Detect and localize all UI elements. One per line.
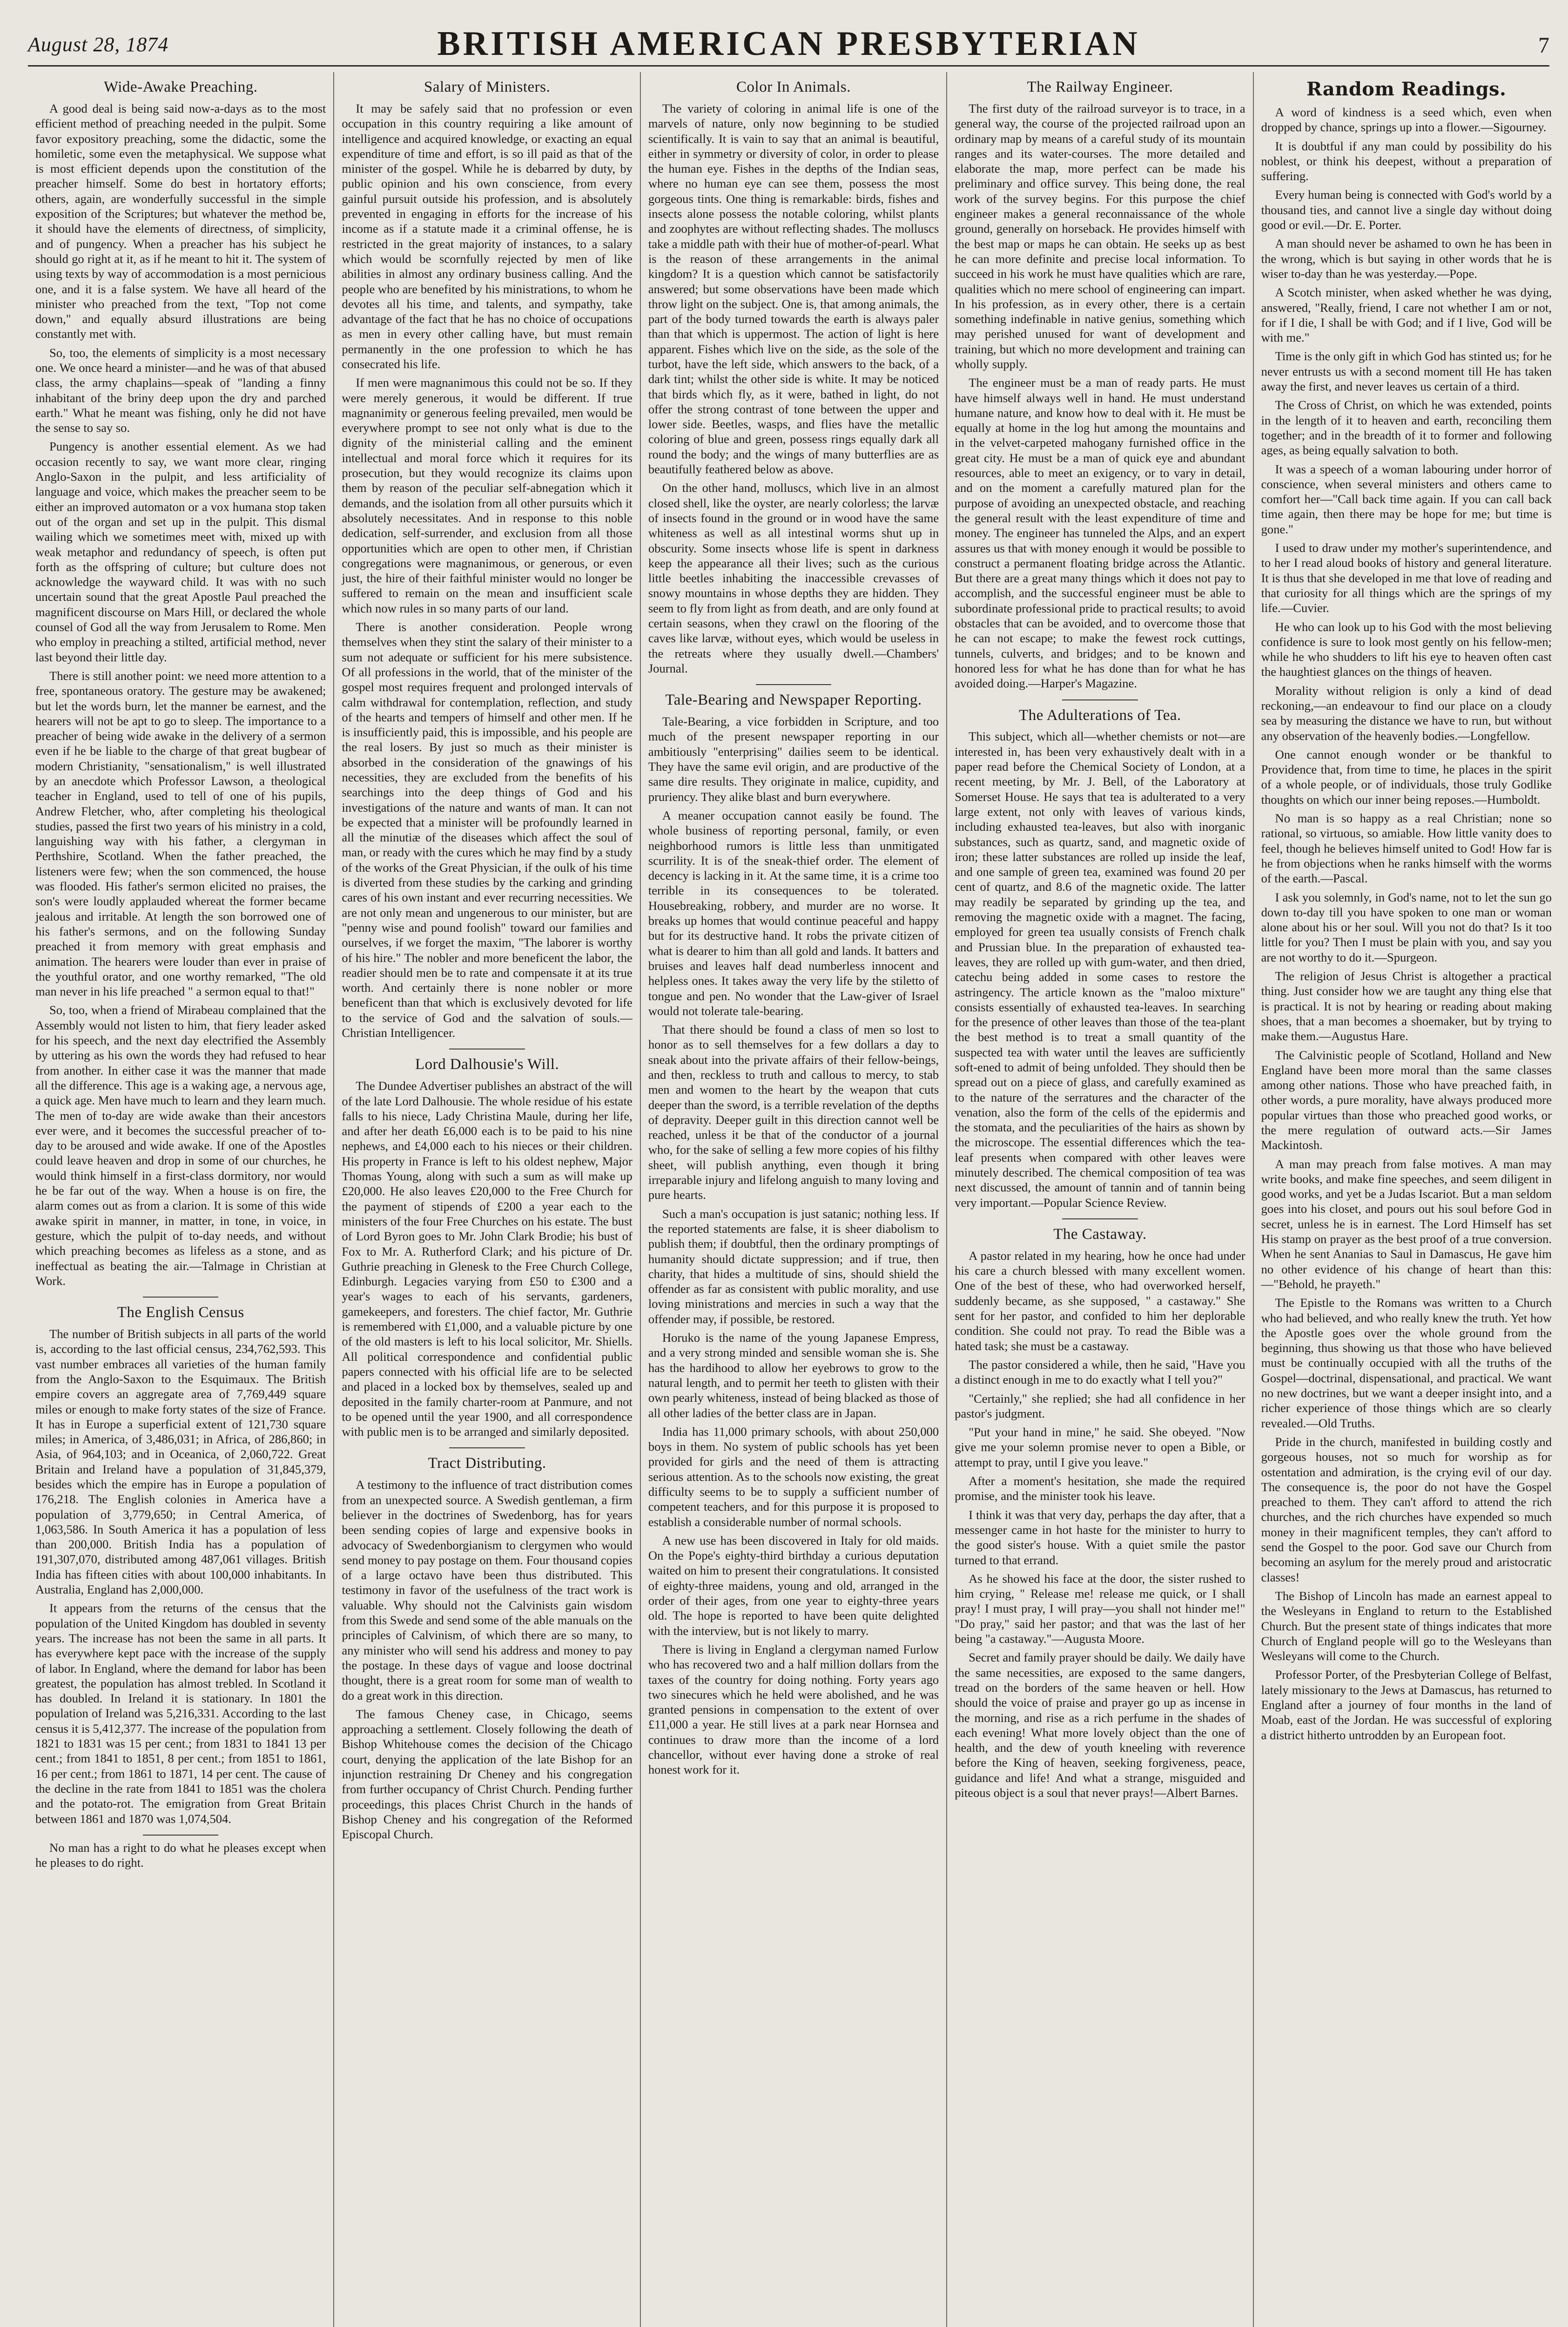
- article: [35, 79, 326, 1288]
- article: [955, 1218, 1245, 1800]
- column-4: [947, 72, 1253, 2327]
- article-paragraph: No man is so happy as a real Christian; none so rational, so virtuous, so amiable. How little vanity does to feel, though he believes himself united to God! How far is he from objections when he ranks himself with the worms of the earth.—Pascal.: [1261, 811, 1552, 886]
- article: [342, 1447, 632, 1842]
- article-paragraph: Morality without religion is only a kind of dead reckoning,—an endeavour to find our place on a cloudy sea by measuring the distance we have to run, but without any observation of the heavenly bodies.—Longfellow.: [1261, 683, 1552, 743]
- article-paragraph: A man may preach from false motives. A man may write books, and make fine speeches, and seem diligent in good works, and yet be a Judas Iscariot. But a man seldom goes into his closet, and pours out his soul before God in secret, unless he is in earnest. The Lord Himself has set His stamp on prayer as the best proof of a true conversion. When he sent Ananias to Saul in Damascus, He gave him no other evidence of his change of heart than this:—"Behold, he prayeth.": [1261, 1157, 1552, 1291]
- article-paragraph: Every human being is connected with God's world by a thousand ties, and cannot live a single day without doing good or evil.—Dr. E. Porter.: [1261, 188, 1552, 232]
- article-paragraph: The Epistle to the Romans was written to a Church who had believed, and who really knew the truth. Yet how the Apostle goes over the whole ground from the beginning, thus showing us that those who have believed must be continually occupied with all the truths of the Gospel—doctrinal, dispensational, and practical. We want no new doctrines, but we want a deeper insight into, and a richer experience of those things which are so clearly revealed.—Old Truths.: [1261, 1296, 1552, 1430]
- article-paragraph: It is doubtful if any man could by possibility do his noblest, or think his deepest, without a preparation of suffering.: [1261, 139, 1552, 183]
- article-paragraph: Horuko is the name of the young Japanese Empress, and a very strong minded and sensible woman she is. She has the hardihood to allow her eyebrows to grow to the natural length, and to permit her teeth to glisten with their own pearly whiteness, instead of being blacked as those of all other ladies of the better class are in Japan.: [648, 1331, 939, 1420]
- article-paragraph: The number of British subjects in all parts of the world is, according to the last official census, 234,762,593. This vast number embraces all varieties of the human family from the Anglo-Saxon to the Esquimaux. The British empire covers an aggregate area of 7,769,449 square miles or enough to make forty states of the size of France. It has in Europe a superficial extent of 121,730 square miles; in America, of 3,486,031; in Africa, of 286,860; in Asia, of 964,103; and in Oceanica, of 2,060,722. Great Britain and Ireland have a population of 31,845,379, besides which the empire has in Europe a population of 176,218. The English colonies in America have a population of 3,779,650; in Central America, of 1,063,586. In South America it has a population of less than 200,000. British India has a population of 191,307,070, distributed among 487,061 villages. British India has fifteen cities with about 100,000 inhabitants. In Australia, England has 2,000,000.: [35, 1327, 326, 1597]
- article-paragraph: This subject, which all—whether chemists or not—are interested in, has been very exhaustively dealt with in a paper read before the Chemical Society of London, at a recent meeting, by Mr. J. Bell, of the Laboratory at Somerset House. He says that tea is adulterated to a very large extent, not only with leaves of various kinds, including exhausted tea-leaves, but also with inorganic substances, such as quartz, sand, and magnetic oxide of iron; these latter substances are rolled up inside the leaf, and one sample of green tea, examined was found 20 per cent of quartz, and 8.6 of the magnetic oxide. The latter may readily be separated by grinding up the tea, and removing the magnetic oxide with a magnet. The facing, employed for green tea usually consists of French chalk and Prussian blue. In the preparation of exhausted tea-leaves, they are rolled up with gum-water, and then dried, catechu being added in some cases to restore the astringency. The article known as the "maloo mixture" consists essentially of exhausted tea-leaves. In searching for the presence of other leaves than those of the tea-plant the best method is to treat a small quantity of the suspected tea with water until the leaves are sufficiently soft-ened to admit of being unfolded. They should then be spread out on a piece of glass, and carefully examined as to the nature of the serratures and the character of the venation, also the form of the cells of the epidermis and the stomata, and the peculiarities of the hairs as shown by the microscope. The essential differences which the tea-leaf presents when compared with other leaves were minutely described. The chemical composition of tea was next discussed, the amount of tannin and of tannin being very important.—Popular Science Review.: [955, 729, 1245, 1210]
- column-2: [334, 72, 640, 2327]
- article-headline: The Adulterations of Tea.: [1019, 706, 1181, 724]
- article-divider: [143, 1835, 218, 1836]
- article-paragraph: Time is the only gift in which God has stinted us; for he never entrusts us with a second moment till He has taken away the first, and never leaves us certain of a third.: [1261, 349, 1552, 394]
- article-paragraph: India has 11,000 primary schools, with about 250,000 boys in them. No system of public schools has yet been provided for girls and the need of them is attracting serious attention. As to the schools now existing, the great difficulty seems to be to supply a sufficient number of competent teachers, and for this purpose it is proposed to establish a considerable number of normal schools.: [648, 1424, 939, 1529]
- article: [342, 79, 632, 1040]
- article: [35, 1297, 326, 1826]
- article-paragraph: "Put your hand in mine," he said. She obeyed. "Now give me your solemn promise never to open a Bible, or attempt to pray, until I give you leave.": [955, 1425, 1245, 1469]
- article-headline: Tale-Bearing and Newspaper Reporting.: [665, 692, 922, 709]
- article-divider: [756, 684, 831, 685]
- article: [648, 79, 939, 676]
- issue-date: August 28, 1874: [28, 33, 169, 56]
- article-paragraph: There is living in England a clergyman named Furlow who has recovered two and a half million dollars from the taxes of the country for doing nothing. Forty years ago two sinecures which he held were abolished, and he was granted pensions in compensation to the extent of over £11,000 a year. He still lives at a park near Hornsea and continues to draw more than the income of a lord chancellor, without ever having done a stroke of real honest work for it.: [648, 1642, 939, 1777]
- article-paragraph: No man has a right to do what he pleases except when he pleases to do right.: [35, 1840, 326, 1870]
- article-paragraph: A good deal is being said now-a-days as to the most efficient method of preaching needed in the pulpit. Some favor expository preaching, some the didactic, some the homiletic, some even the metaphysical. We suppose what is most efficient depends upon the constitution of the preacher himself. Some do best in hortatory efforts; others, again, are wonderfully successful in the simple exposition of the Scriptures; but whatever the method be, it should have the elements of directness, of simplicity, and of pungency. When a preacher has his subject he should go right at it, as if he meant to hit it. The system of using texts by way of accommodation is a most pernicious one, and it is a false system. We have all heard of the minister who preached from the text, "Top not come down," and equally absurd illustrations are being constantly met with.: [35, 101, 326, 341]
- article-headline: Tract Distributing.: [428, 1455, 546, 1472]
- article-paragraph: After a moment's hesitation, she made the required promise, and the minister took his leave.: [955, 1474, 1245, 1503]
- article-divider: [1062, 699, 1137, 700]
- article-paragraph: A new use has been discovered in Italy for old maids. On the Pope's eighty-third birthday a curious deputation waited on him to present their congratulations. It consisted of eighty-three maidens, young and old, arranged in the order of their ages, from one year to eighty-three years old. The hope is reported to have been quite delighted with the interview, but is not likely to marry.: [648, 1533, 939, 1638]
- article-headline: The English Census: [117, 1304, 244, 1321]
- page-number: 7: [1538, 33, 1549, 58]
- article-paragraph: The first duty of the railroad surveyor is to trace, in a general way, the course of the projected railroad upon an ordinary map by means of a careful study of its mountain ranges and its water-courses. The more detailed and elaborate the map, more perfect can be made his preliminary and office survey. This being done, the real work of the survey begins. For this purpose the chief engineer makes a general reconnaissance of the whole ground, generally on horseback. He provides himself with the best map or maps he can obtain. He seeks up as best he can more definite and precise local information. To succeed in his work he must have qualities which are rare, qualities which no mere school of engineering can impart. In his profession, as in every other, there is a certain something indefinable in native genius, something which may perished unused for want of development and training, but which no more development and training can wholly supply.: [955, 101, 1245, 371]
- article-paragraph: The variety of coloring in animal life is one of the marvels of nature, only now beginning to be studied scientifically. It is vain to say that an animal is beautiful, either in symmetry or diversity of color, in order to please the human eye. Fishes in the depths of the Indian seas, where no human eye can see them, possess the most gorgeous tints. One thing is remarkable: birds, fishes and insects alone possess the notable coloring, whilst plants and zoophytes are without reflecting shades. The molluscs take a middle path with their hue of mother-of-pearl. What is the reason of these arrangements in the animal kingdom? It is a question which cannot be satisfactorily answered; but some observations have been made which throw light on the subject. One is, that among animals, the part of the body turned towards the earth is always paler than that which is uppermost. The action of light is here apparent. Fishes which live on the side, as the sole of the turbot, have the left side, which answers to the back, of a dark tint; whilst the other side is white. It may be noticed that birds which fly, as it were, bathed in light, do not offer the strong contrast of tone between the upper and lower side. Beetles, wasps, and flies have the metallic coloring of blue and green, possess rings equally dark all round the body; and the wings of many butterflies are as beautifully feathered below as above.: [648, 101, 939, 477]
- column-5: [1254, 72, 1559, 2327]
- article-paragraph: Such a man's occupation is just satanic; nothing less. If the reported statements are false, it is sheer diabolism to publish them; if doubtful, then the ordinary promptings of humanity should dictate suppression; and if true, then charity, that hides a multitude of sins, should shield the offender as far as consistent with public morality, and use loving ministrations and mercies in such a way that the offender may, if possible, be restored.: [648, 1206, 939, 1326]
- article-paragraph: So, too, when a friend of Mirabeau complained that the Assembly would not listen to him, that fiery leader asked for his speech, and the next day electrified the Assembly by uttering as his own the words they had refused to hear from another. In either case it was the manner that made all the difference. This age is a waking age, a nervous age, a quick age. Men have much to learn and they learn much. The men of to-day are wide awake than their ancestors ever were, and it becomes the successful preacher of to-day to be aroused and wide awake. If one of the Apostles could leave heaven and drop in some of our churches, he would think himself in a first-class dormitory, nor would he be far out of the way. When a house is on fire, the alarm comes out as from a clarion. It is some of this wide awake spirit in manner, in matter, in tone, in voice, in gesture, which the pulpit of to-day needs, and without which preaching becomes as lifeless as a stone, and as ineffectual as beating the air.—Talmage in Christian at Work.: [35, 1003, 326, 1288]
- article-headline: Lord Dalhousie's Will.: [415, 1056, 559, 1073]
- article: [35, 1835, 326, 1870]
- article-paragraph: On the other hand, molluscs, which live in an almost closed shell, like the oyster, are nearly colorless; the larvæ of insects found in the ground or in wood have the same whiteness as well as all intestinal worms shut up in obscurity. Some insects whose life is spent in darkness keep the appearance all their lives; such as the curious little beetles inhabiting the inaccessible crevasses of snowy mountains in whose depths they are hidden. They seem to fly from light as from death, and are only found at certain seasons, when they crawl on the flooring of the caves like larvæ, without eyes, which would be useless in the retreats where they usually dwell.—Chambers' Journal.: [648, 481, 939, 675]
- article-paragraph: He who can look up to his God with the most believing confidence is sure to look most gently on his fellow-men; while he who shudders to lift his eye to heaven often cast the haughtiest glances on the things of heaven.: [1261, 619, 1552, 679]
- article-paragraph: Secret and family prayer should be daily. We daily have the same necessities, are exposed to the same dangers, tread on the borders of the same heaven or hell. How should the voice of praise and prayer go up as incense in the morning, and rise as a rich perfume in the shades of each evening! What more lovely object than the one of health, and the dew of youth kneeling with reverence before the King of heaven, seeking forgiveness, peace, guidance and life! And what a strange, misguided and piteous object is a soul that never prays!—Albert Barnes.: [955, 1650, 1245, 1800]
- article-paragraph: It may be safely said that no profession or even occupation in this country requiring a like amount of intelligence and acquired knowledge, or exacting an equal expenditure of time and effort, is so ill paid as that of the minister of the gospel. While he is debarred by duty, by public opinion and his own conscience, from every gainful pursuit outside his profession, and is absolutely prevented in engaging in efforts for the increase of his income as if a statute made it a criminal offense, he is restricted in the great majority of instances, to a salary which would be scornfully rejected by men of like abilities in almost any ordinary business calling. And the people who are benefited by his ministrations, to whom he devotes all his time, and talents, and sympathy, take advantage of the fact that he has no choice of occupations as men in every other calling have, but must remain permanently in the one profession to which he has consecrated his life.: [342, 101, 633, 371]
- article-divider: [449, 1447, 525, 1448]
- article-paragraph: It appears from the returns of the census that the population of the United Kingdom has doubled in seventy years. The increase has not been the same in all parts. It has everywhere kept pace with the increase of the supply of labor. In England, where the demand for labor has been greatest, the population has almost trebled. In Scotland it has doubled. In Ireland it is stationary. In 1801 the population of Ireland was 5,216,331. According to the last census it is 5,412,377. The increase of the population from 1821 to 1831 was 15 per cent.; from 1831 to 1841 13 per cent.; from 1841 to 1851, 8 per cent.; from 1851 to 1861, 16 per cent.; from 1861 to 1871, 14 per cent. The cause of the decline in the rate from 1841 to 1851 was the cholera and the potato-rot. The emigration from Great Britain between 1861 and 1870 was 1,074,504.: [35, 1601, 326, 1826]
- article-paragraph: A pastor related in my hearing, how he once had under his care a church blessed with many excellent women. One of the best of these, who had overworked herself, suddenly became, as she supposed, " a castaway." She sent for her pastor, and confided to him her deplorable condition. She could not pray. To read the Bible was a hated task; she must be a castaway.: [955, 1248, 1245, 1353]
- article-paragraph: That there should be found a class of men so lost to honor as to sell themselves for a few dollars a day to sneak about into the private affairs of their fellow-beings, and then, reckless to truth and callous to mercy, to stab men and women to the heart by the weapon that cuts deeper than the sword, is a terrible revelation of the depths of depravity. Deeper guilt in this direction cannot well be reached, unless it be that of the conductor of a journal who, for the sake of selling a few more copies of his filthy sheet, will publish anything, even though it bring irreparable injury and lifelong anguish to many loving and pure hearts.: [648, 1022, 939, 1202]
- article-headline: Color In Animals.: [736, 79, 851, 95]
- article-paragraph: As he showed his face at the door, the sister rushed to him crying, " Release me! release me quick, or I shall pray! I must pray, I will pray—you shall not hinder me!" "Do pray," said her pastor; and that was the last of her being "a castaway."—Augusta Moore.: [955, 1571, 1245, 1646]
- newspaper-title: BRITISH AMERICAN PRESBYTERIAN: [437, 25, 1140, 63]
- article-paragraph: Professor Porter, of the Presbyterian College of Belfast, lately missionary to the Jews at Damascus, has returned to England after a journey of four months in the land of Moab, east of the Jordan. He was successful of exploring a district hitherto untrodden by an European foot.: [1261, 1668, 1552, 1742]
- article-divider: [143, 1297, 218, 1298]
- article-headline: Random Readings.: [1306, 78, 1507, 100]
- article-paragraph: A meaner occupation cannot easily be found. The whole business of reporting personal, family, or even neighborhood rumors is little less than unmitigated scurrility. It is of the sneak-thief order. The element of decency is lacking in it. At the same time, it is a crime too terrible in its consequences to be tolerated. Housebreaking, robbery, and murder are no worse. It breaks up homes that would continue peaceful and happy but for its destructive hand. It robs the private citizen of what is dearer to him than all gold and lands. It batters and bruises and leaves half dead numberless innocent and helpless ones. It takes away the very life by the stiletto of tongue and pen. No wonder that the Law-giver of Israel would not tolerate tale-bearing.: [648, 808, 939, 1018]
- article-paragraph: If men were magnanimous this could not be so. If they were merely generous, it would be different. If true magnanimity or generous feeling prevailed, men would be everywhere prompt to see not only what is due to the dignity of the ministerial calling and the eminent intellectual and moral force which it requires for its prosecution, but they would recognize its claims upon them by reason of the peculiar self-abnegation which it demands, and the isolation from all other pursuits which it absolutely necessitates. And in response to this noble dedication, self-surrender, and exclusion from all those opportunities which are open to other men, if Christian congregations were magnanimous, or generous, or even just, the hire of their faithful minister would no longer be suffered to remain on the mean and insufficient scale which now rules in so many parts of our land.: [342, 376, 633, 615]
- column-1: [28, 72, 334, 2327]
- article-paragraph: A word of kindness is a seed which, even when dropped by chance, springs up into a flower.—Sigourney.: [1261, 105, 1552, 135]
- article-paragraph: The Bishop of Lincoln has made an earnest appeal to the Wesleyans in England to return to the Established Church. But the present state of things indicates that more Church of England people will go to the Wesleyans than Wesleyans will come to the Church.: [1261, 1588, 1552, 1663]
- article: [955, 79, 1245, 691]
- article-headline: The Railway Engineer.: [1027, 79, 1173, 95]
- article-paragraph: It was a speech of a woman labouring under horror of conscience, when several ministers and others came to comfort her—"Call back time again. If you can call back time again, then there may be hope for me; but time is gone.": [1261, 462, 1552, 536]
- article: [955, 699, 1245, 1210]
- article-paragraph: One cannot enough wonder or be thankful to Providence that, from time to time, he places in the spirit of a whole people, or of individuals, those truly Godlike thoughts on which our inner being reposes.—Humboldt.: [1261, 747, 1552, 807]
- article-paragraph: I ask you solemnly, in God's name, not to let the sun go down to-day till you have spoken to one man or woman alone about his or her soul. Will you not do that? Is it too little for you? Then I must be plain with you, and say you are not worthy to do it.—Spurgeon.: [1261, 890, 1552, 964]
- column-3: [641, 72, 947, 2327]
- article: [342, 1049, 632, 1439]
- article-paragraph: The religion of Jesus Christ is altogether a practical thing. Just consider how we are taught any thing else that is practical. It is not by hearing or reading about making shoes, that a man becomes a shoemaker, but by trying to make them.—Augustus Hare.: [1261, 969, 1552, 1043]
- article-paragraph: A man should never be ashamed to own he has been in the wrong, which is but saying in other words that he is wiser to-day than he was yesterday.—Pope.: [1261, 236, 1552, 281]
- article-paragraph: The Dundee Advertiser publishes an abstract of the will of the late Lord Dalhousie. The whole residue of his estate falls to his niece, Lady Christina Maule, during her life, and after her death £6,000 each is to be paid to his nine nephews, and £4,000 each to his nieces or their children. His property in France is left to his oldest nephew, Major Thomas Young, along with such a sum as will make up £20,000. He also leaves £20,000 to the Free Church for the payment of stipends of £200 a year each to the ministers of the four Free Churches on his estate. The bust of Lord Byron goes to Mr. John Clark Brodie; his bust of Fox to Mr. A. Rutherford Clark; and his picture of Dr. Guthrie preaching in Glenesk to the Free Church College, Edinburgh. Legacies varying from £50 to £300 and a year's wages to each of his servants, gardeners, gamekeepers, and foresters. The chief factor, Mr. Guthrie is remembered with £1,000, and a valuable picture by one of the old masters is left to his local solicitor, Mr. Shiells. All political correspondence and confidential public papers connected with his official life are to be selected and placed in a locked box by themselves, sealed up and deposited in the family charter-room at Panmure, and not to be opened until the year 1900, and all correspondence with public men is to be arranged and similarly deposited.: [342, 1079, 633, 1439]
- article-headline: Wide-Awake Preaching.: [103, 79, 258, 95]
- article-paragraph: The Calvinistic people of Scotland, Holland and New England have been more moral than the same classes among other nations. Those who have preached faith, in other words, a pure morality, have always produced more popular virtues than those who preached good works, or the mere regulation of outward acts.—Sir James Mackintosh.: [1261, 1048, 1552, 1152]
- article-columns: [28, 72, 1559, 2327]
- article-paragraph: So, too, the elements of simplicity is a most necessary one. We once heard a minister—and he was of that abused class, the army chaplains—speak of "landing a finny inhabitant of the briny deep upon the dry and parched earth." What he meant was fishing, only he did not have the sense to say so.: [35, 345, 326, 435]
- article-paragraph: I think it was that very day, perhaps the day after, that a messenger came in hot haste for the minister to hurry to the good sister's house. With a quiet smile the pastor turned to that errand.: [955, 1507, 1245, 1567]
- article-paragraph: Pungency is another essential element. As we had occasion recently to say, we want more clear, ringing Anglo-Saxon in the pulpit, and less artificiality of language and voice, which makes the preacher seem to be either an improved automaton or a vox humana stop taken out of the organ and set up in the pulpit. This dismal wailing which we sometimes meet with, mixed up with weak metaphor and redundancy of speech, is often put forth as the offspring of culture; but culture does not acknowledge the wayward child. It was with no such uncertain sound that the great Apostle Paul preached the magnificent discourse on Mars Hill, or declared the whole counsel of God all the way from Jerusalem to Rome. Men who employ in preaching a stilted, artificial method, never last beyond their little day.: [35, 439, 326, 664]
- article-paragraph: Pride in the church, manifested in building costly and gorgeous houses, not so much for worship as for ostentation and admiration, is the crying evil of our day. The consequence is, the poor do not have the Gospel preached to them. They can't afford to attend the rich churches, and the rich churches have expended so much money in their magnificent temples, they can't afford to send the Gospel to the poor. God save our Church from becoming an asylum for the merely proud and aristocratic classes!: [1261, 1434, 1552, 1584]
- article-headline: Salary of Ministers.: [424, 79, 551, 95]
- article-headline: The Castaway.: [1053, 1225, 1147, 1243]
- article: [648, 684, 939, 1777]
- article-divider: [1062, 1218, 1137, 1219]
- article-paragraph: There is another consideration. People wrong themselves when they stint the salary of their minister to a sum not adequate or sufficient for his mere subsistence. Of all professions in the world, that of the minister of the gospel most requires frequent and prolonged intervals of calm withdrawal for contemplation, reflection, and study of the hearts and tempers of himself and other men. If he is insufficiently paid, this is impossible, and his people are the real losers. By just so much as their minister is absorbed in the consideration of the gnawings of his necessities, they are excluded from the benefits of his searchings into the deep things of God and his investigations of the nature and wants of man. It can not be expected that a minister will be profoundly learned in all the minutiæ of the diseases which affect the soul of man, or ready with the cures which he may find by a study of the works of the Great Physician, if the oulk of his time is diverted from these studies by the carking and grinding cares of his own instant and ever recurring necessities. We are not only mean and ungenerous to our minister, but are "penny wise and pound foolish" toward our families and ourselves, if we forget the maxim, "The laborer is worthy of his hire." The nobler and more beneficent the labor, the readier should men be to rate and compensate it at its true worth. And certainly there is none nobler or more beneficent than that which is exclusively devoted for life to the service of God and the salvation of souls.—Christian Intelligencer.: [342, 620, 633, 1040]
- article-paragraph: The engineer must be a man of ready parts. He must have himself always well in hand. He must understand humane nature, and know how to deal with it. He must be equally at home in the log hut among the mountains and in the velvet-carpeted mahogany furnished office in the great city. He must be a man of quick eye and abundant resources, able to meet an exigency, or to vary in detail, and on the moment a carefully matured plan for the purpose of avoiding an unexpected obstacle, and reaching the general result with the least expenditure of time and money. The engineer has tunneled the Alps, and an expert assures us that with money enough it would be possible to construct a permanent floating bridge across the Atlantic. But there are a great many things which it does not pay to accomplish, and the successful engineer must be able to subordinate professional pride to practical results; to avoid obstacles that can be avoided, and to overcome those that he can not escape; to make the fewest rock cuttings, tunnels, culverts, and bridges; and to be known and honored less for what he has done than for what he has avoided doing.—Harper's Magazine.: [955, 376, 1245, 691]
- article: [1261, 79, 1552, 1742]
- article-paragraph: The famous Cheney case, in Chicago, seems approaching a settlement. Closely following the death of Bishop Whitehouse comes the decision of the Chicago court, denying the application of the late Bishop for an injunction restraining Dr Cheney and his congregation from further occupancy of Christ Church. Pending further proceedings, this places Christ Church in the hands of Bishop Cheney and his congregation of the Reformed Episcopal Church.: [342, 1707, 633, 1842]
- article-paragraph: A testimony to the influence of tract distribution comes from an unexpected source. A Swedish gentleman, a firm believer in the doctrines of Swedenborg, has for years been sending copies of large and expensive books in advocacy of Swedenborgianism to clergymen who would send money to pay postage on them. Four thousand copies of a large octavo have been thus distributed. This testimony in favor of the usefulness of the tract work is valuable. Why should not the Calvinists gain wisdom from this Swede and send some of the able manuals on the principles of Calvinism, of which there are so many, to any minister who will send his address and money to pay the postage. In these days of vague and loose doctrinal thought, there is a great room for some man of wealth to do a great work in this direction.: [342, 1478, 633, 1702]
- masthead: [28, 14, 1549, 67]
- article-paragraph: There is still another point: we need more attention to a free, spontaneous oratory. The gesture may be awakened; but let the words burn, let the manner be earnest, and the hearers will not be apt to go to sleep. The importance to a preacher of being wide awake in the delivery of a sermon even if he be liable to the charge of that great bugbear of modern Christianity, "sensationalism," is well illustrated by an anecdote which Professor Lawson, a theological teacher in England, used to tell of one of his pupils, Andrew Fletcher, who, after completing his theological studies, passed the first two years of his ministry in a cold, languishing way with his father, a clergyman in Perthshire, Scotland. When the father preached, the listeners were few; when the son commenced, the house was flooded. His father's sermon elicited no praises, the son's were loudly applauded whereat the former became jealous and irritable. At length the son borrowed one of his father's sermons, and on the following Sunday preached it from memory with great emphasis and animation. The hearers were louder than ever in praise of the youthful orator, and one worthy remarked, "The old man never in his life preached " a sermon equal to that!": [35, 668, 326, 999]
- article-paragraph: Tale-Bearing, a vice forbidden in Scripture, and too much of the present newspaper reporting in our ambitiously "enterprising" dailies seem to be identical. They have the same evil origin, and are productive of the same dire results. They originate in malice, cupidity, and pruriency. They alike blast and burn everywhere.: [648, 714, 939, 804]
- article-paragraph: I used to draw under my mother's superintendence, and to her I read aloud books of history and general literature. It is thus that she developed in me that love of reading and that curiosity for all things which are the springs of my life.—Cuvier.: [1261, 541, 1552, 615]
- article-paragraph: "Certainly," she replied; she had all confidence in her pastor's judgment.: [955, 1391, 1245, 1420]
- article-paragraph: The Cross of Christ, on which he was extended, points in the length of it to heaven and earth, reconciling them together; and in the breadth of it to former and following ages, as being equally salvation to both.: [1261, 398, 1552, 457]
- article-paragraph: The pastor considered a while, then he said, "Have you a distinct enough in me to do exactly what I tell you?": [955, 1357, 1245, 1387]
- article-paragraph: A Scotch minister, when asked whether he was dying, answered, "Really, friend, I care not whether I am or not, for if I die, I shall be with God; and if I live, God will be with me.": [1261, 285, 1552, 345]
